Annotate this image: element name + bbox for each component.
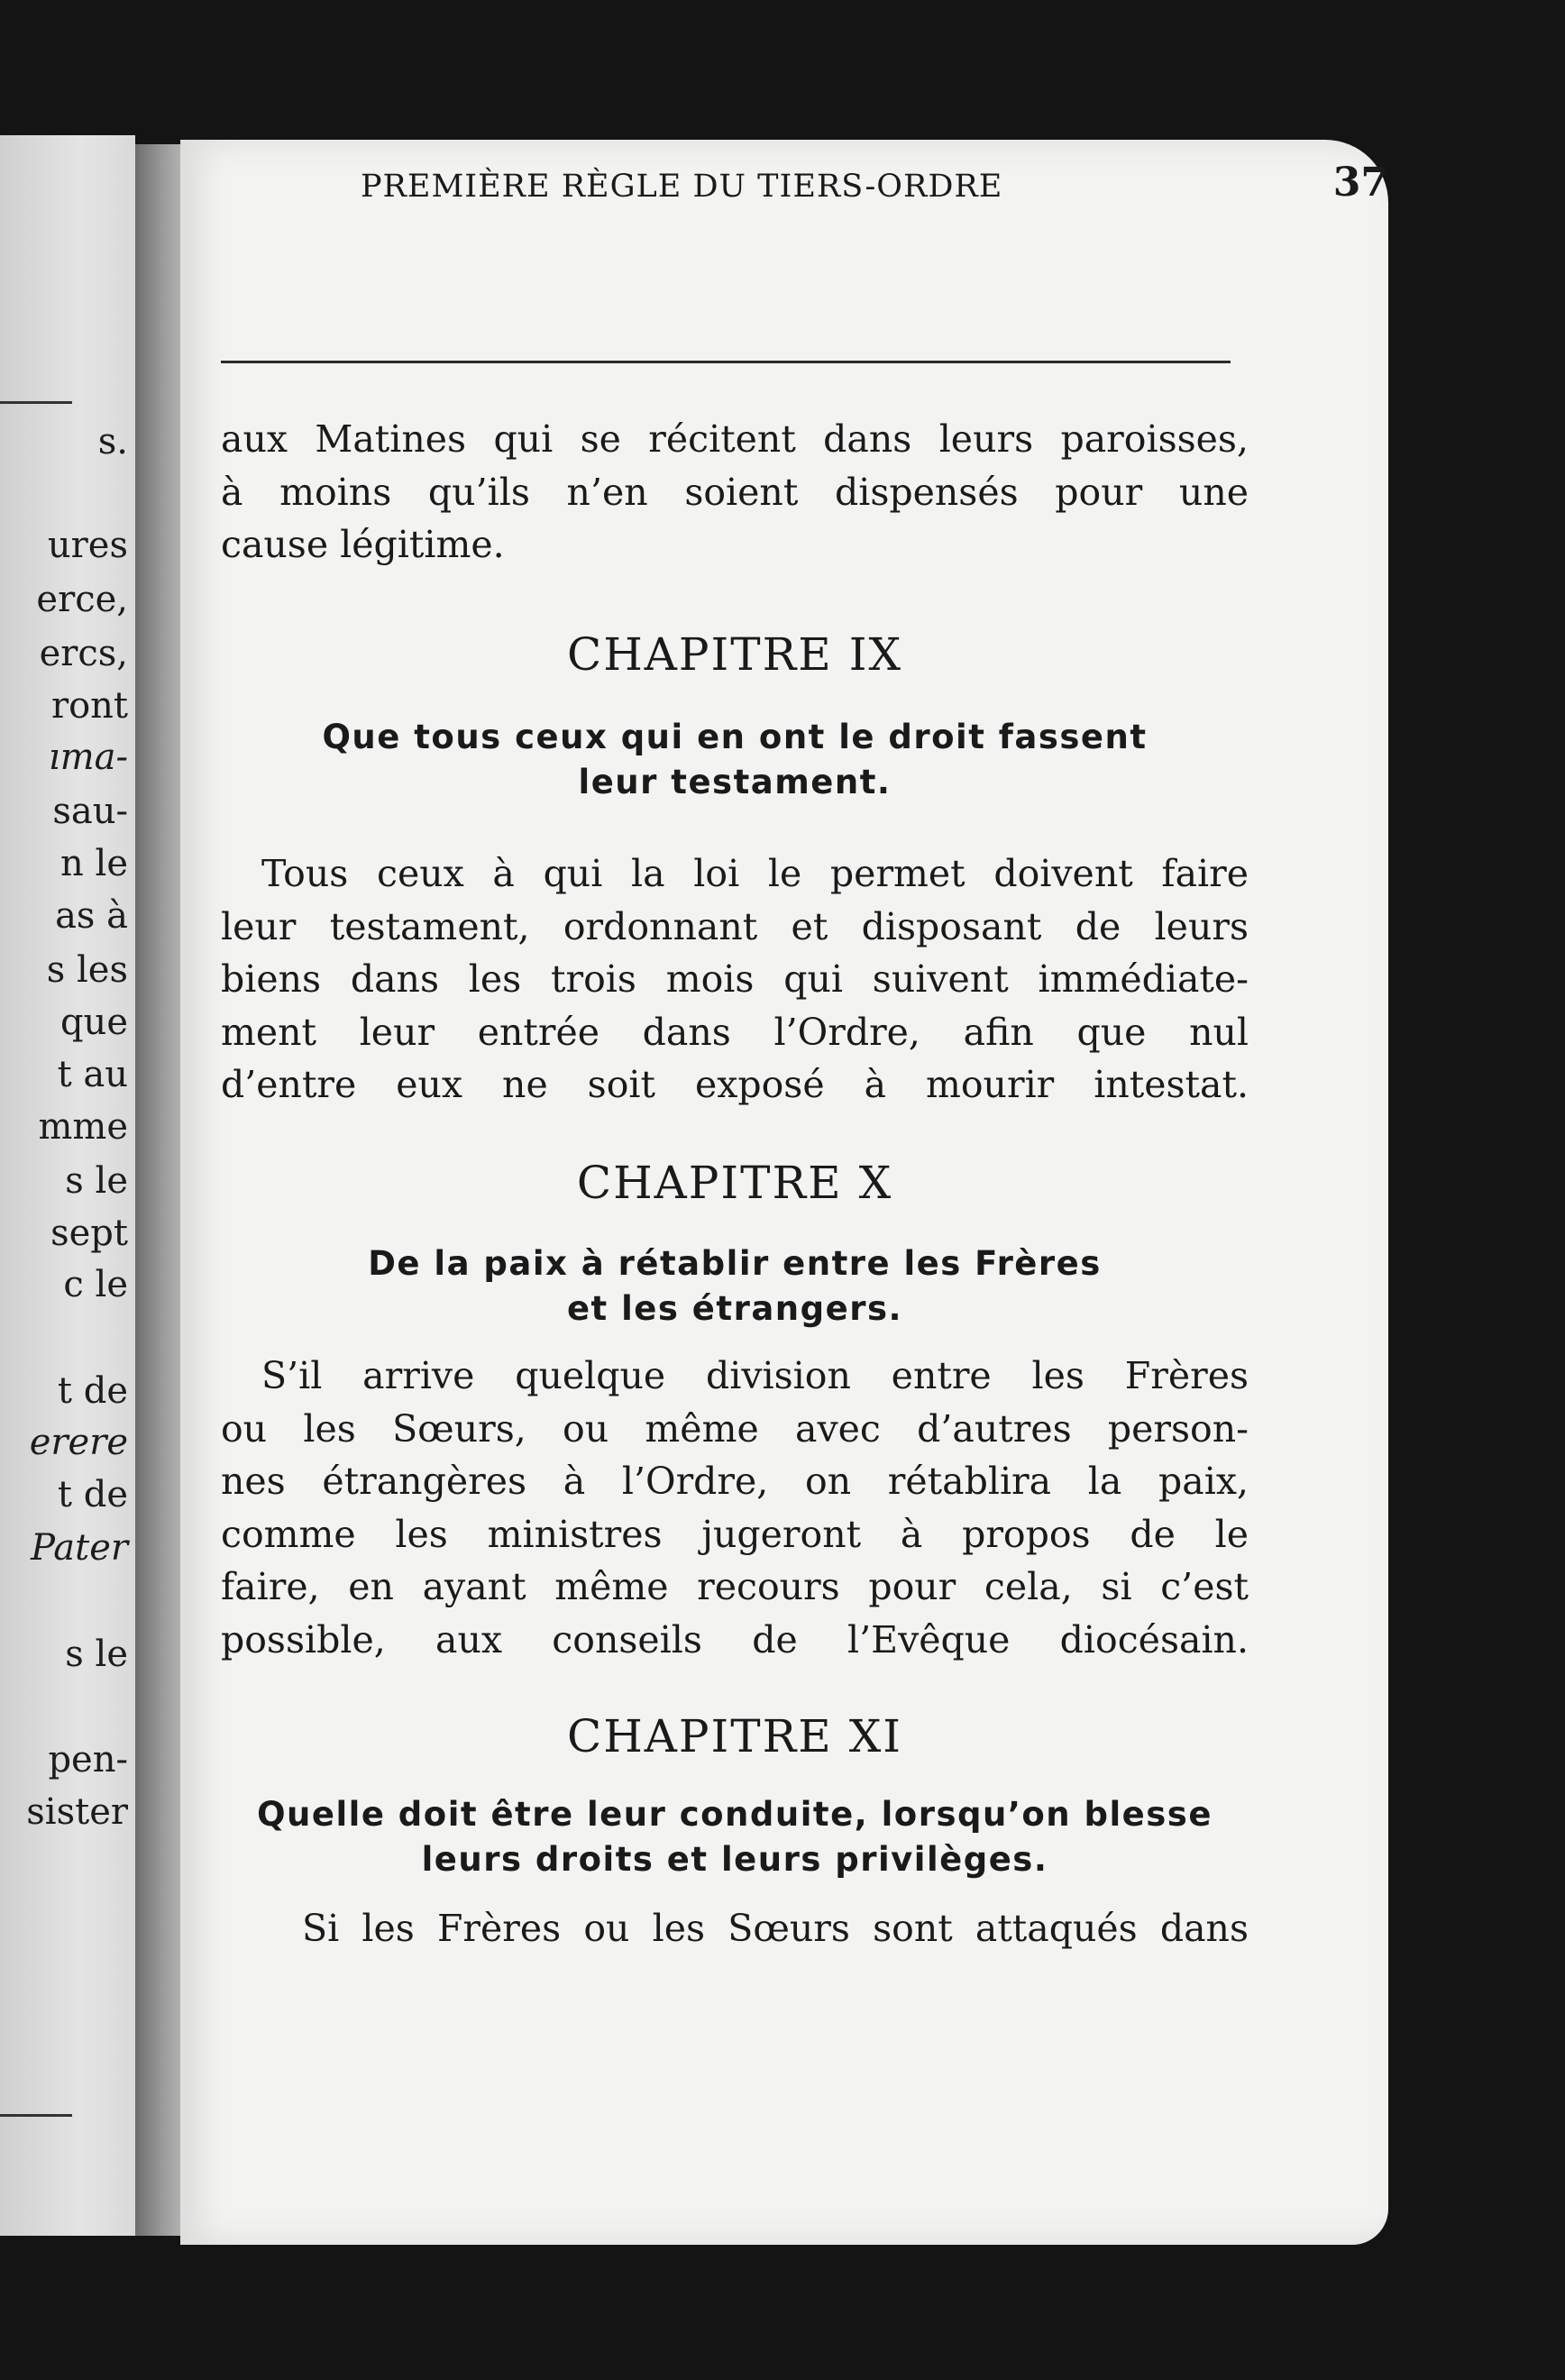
left-page-rule-top [0,401,72,404]
left-page-line: que [59,1002,128,1043]
subtitle-line: Quelle doit être leur conduite, lorsqu’on blesse [257,1795,1213,1834]
text-line: à moins qu’ils n’en soient dispensés pour une [221,470,1249,514]
subtitle-line: De la paix à rétablir entre les Frères [368,1244,1102,1283]
text-line: nes étrangères à l’Ordre, on rétablira la paix, [221,1460,1249,1503]
left-page-line: erce, [36,579,128,620]
left-page-line: as à [55,895,128,937]
running-head [361,158,1388,221]
text-line: d’entre eux ne soit exposé à mourir intestat. [221,1063,1249,1106]
left-page-line: ures [47,525,128,566]
chapter-x-body [221,1350,1249,1666]
left-page-line: s le [65,1160,128,1202]
left-page-line: t de [57,1370,128,1412]
left-page-line: ercs, [39,633,128,674]
text-line: biens dans les trois mois qui suivent immédiate- [221,957,1249,1001]
subtitle-line: leur testament. [578,763,892,801]
running-title: PREMIÈRE RÈGLE DU TIERS-ORDRE [361,169,1003,205]
book-page [180,140,1388,2245]
text-line: leur testament, ordonnant et disposant de leurs [221,904,1249,948]
left-page-line: erere [29,1422,128,1463]
left-page-line: c le [63,1264,128,1305]
left-page-line: sau- [52,791,128,832]
subtitle-line: leurs droits et leurs privilèges. [421,1840,1048,1879]
chapter-xi-subtitle [221,1792,1249,1882]
chapter-xi-heading: CHAPITRE XI [566,1710,903,1762]
subtitle-line: Que tous ceux qui en ont le droit fassent [322,718,1148,756]
chapter-ix-heading: CHAPITRE IX [566,628,903,681]
left-page-line: ıma- [48,737,128,778]
text-line: ou les Sœurs, ou même avec d’autres person- [221,1406,1249,1451]
text-line: comme les ministres jugeront à propos de le [221,1512,1249,1556]
text-line: possible, aux conseils de l’Evêque diocésain. [221,1617,1249,1661]
left-page-line: s. [97,421,128,462]
left-page-line: pen- [48,1739,128,1780]
chapter-xi-body [221,1902,1249,1955]
previous-page-edge [0,135,135,2236]
left-page-line: s le [65,1634,128,1675]
text-line: Si les Frères ou les Sœurs sont attaqués dans [302,1907,1249,1950]
text-line: S’il arrive quelque division entre les Frères [261,1354,1249,1397]
header-rule [221,361,1231,363]
left-page-line: t au [57,1054,128,1095]
subtitle-line: et les étrangers. [566,1289,903,1328]
text-line: Tous ceux à qui la loi le permet doivent faire [261,852,1249,895]
left-page-line: mme [38,1106,128,1148]
chapter-ix-body [221,847,1249,1112]
continuation-paragraph [221,413,1249,572]
left-page-line: s les [46,949,128,991]
left-page-line: sister [26,1791,128,1833]
left-page-line: Pater [31,1527,128,1569]
text-line: aux Matines qui se récitent dans leurs paroisses, [221,417,1249,461]
text-line: ment leur entrée dans l’Ordre, afin que nul [221,1010,1249,1054]
left-page-line: n le [60,843,128,884]
left-page-line: sept [50,1213,128,1254]
left-page-line: t de [57,1474,128,1515]
left-page-rule-bottom [0,2114,72,2117]
chapter-x-heading: CHAPITRE X [576,1157,893,1209]
text-line: faire, en ayant même recours pour cela, si c’est [221,1565,1249,1608]
page-number: 37 [1332,160,1388,206]
chapter-x-subtitle [221,1241,1249,1332]
text-line: cause légitime. [221,523,505,566]
chapter-ix-subtitle [221,715,1249,805]
left-page-line: ront [50,685,128,727]
